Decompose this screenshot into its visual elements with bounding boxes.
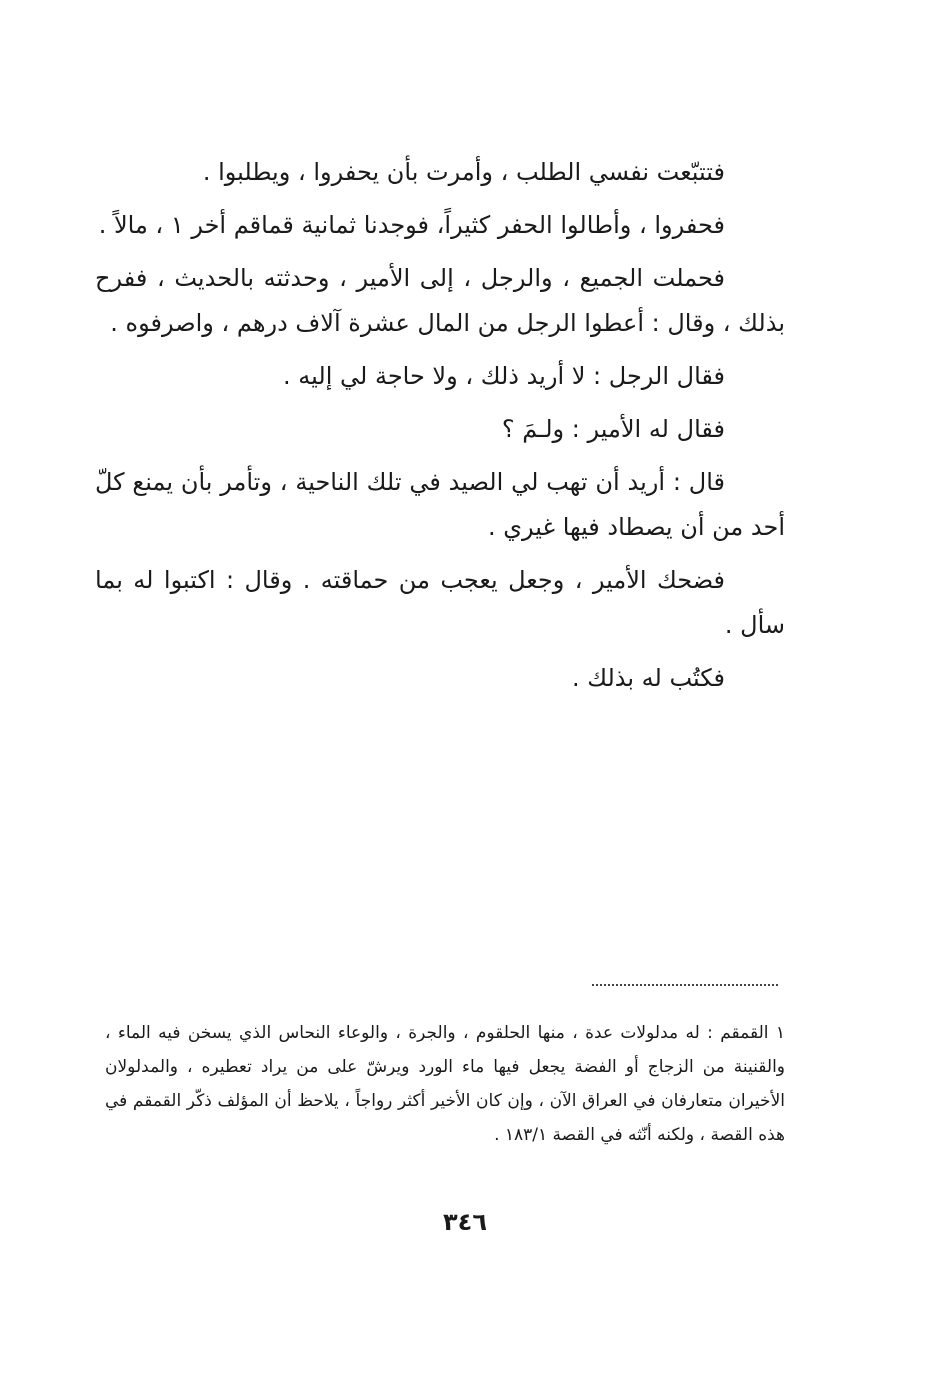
paragraph: فضحك الأمير ، وجعل يعجب من حماقته . وقال : اكتبوا له بما سأل . <box>95 566 785 639</box>
paragraph: فقال الرجل : لا أريد ذلك ، ولا حاجة لي إليه . <box>283 362 725 390</box>
footnotes-section <box>105 1016 785 1152</box>
paragraph: فكتُب له بذلك . <box>571 664 725 692</box>
paragraph: فقال له الأمير : ولـمَ ؟ <box>501 415 725 443</box>
footnote-separator <box>592 984 778 986</box>
main-text-body <box>95 150 785 709</box>
footnote: ١ القمقم : له مدلولات عدة ، منها الحلقوم ، والجرة ، والوعاء النحاس الذي يسخن فيه الماء ، والقنينة من الزجاج أو الفضة يجعل فيها ماء الورد ويرشّ على من يراد تعطيره ، والمدلولان الأخيران متعارفان في العراق الآن ، وإن كان الأخير أكثر رواجاً ، يلاحظ أن المؤلف ذكّر القمقم في هذه القصة ، ولكنه أنّثه في القصة ١٨٣/١ . <box>105 1023 785 1145</box>
paragraph: فحملت الجميع ، والرجل ، إلى الأمير ، وحدثته بالحديث ، ففرح بذلك ، وقال : أعطوا الرجل من المال عشرة آلاف درهم ، واصرفوه . <box>95 264 785 337</box>
paragraph: قال : أريد أن تهب لي الصيد في تلك الناحية ، وتأمر بأن يمنع كلّ أحد من أن يصطاد فيها غيري . <box>95 468 785 541</box>
page-number: ٣٤٦ <box>443 1208 487 1236</box>
paragraph: فحفروا ، وأطالوا الحفر كثيراً، فوجدنا ثمانية قماقم أخر ١ ، مالاً . <box>98 211 725 239</box>
paragraph: فتتبّعت نفسي الطلب ، وأمرت بأن يحفروا ، ويطلبوا . <box>202 158 725 186</box>
